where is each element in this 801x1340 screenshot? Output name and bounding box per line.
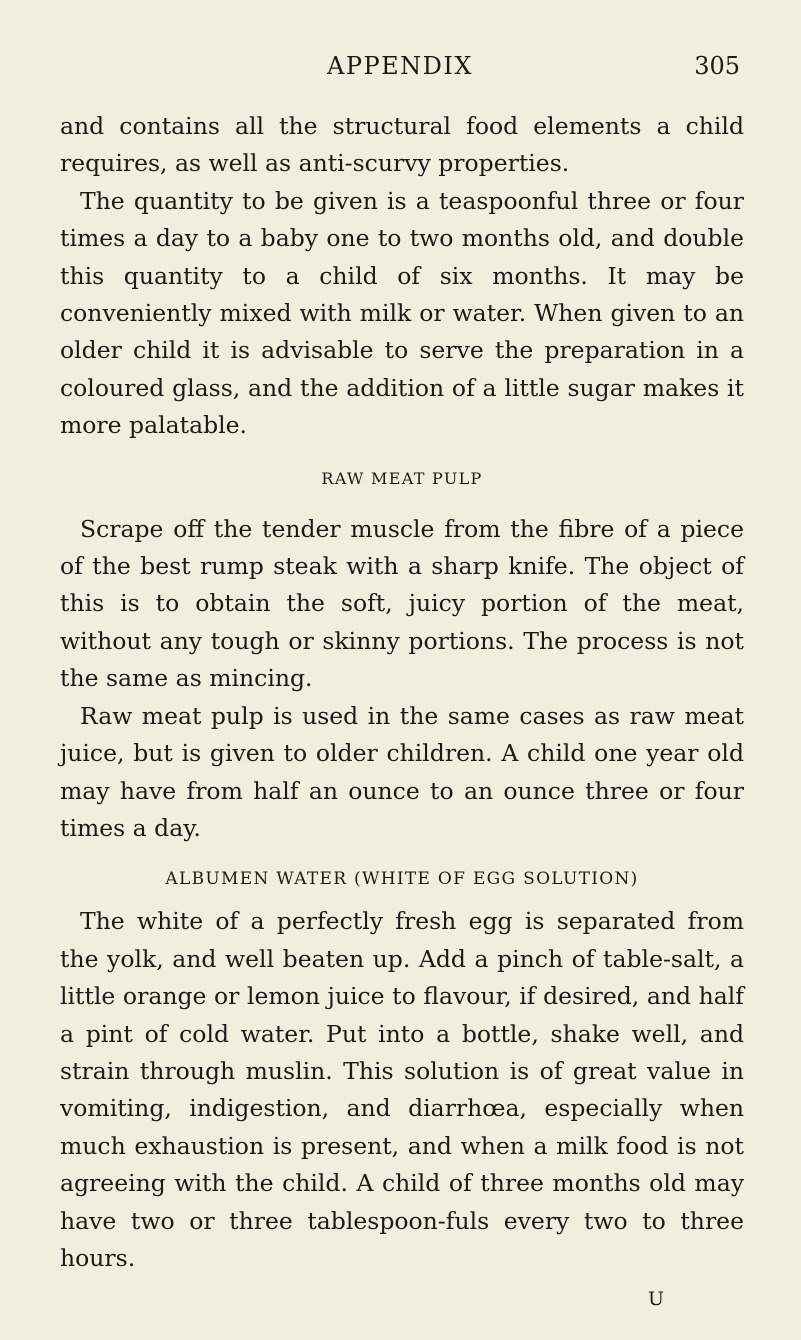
section-heading-raw-meat-pulp: RAW MEAT PULP [321, 468, 483, 488]
paragraph-raw-meat-pulp-use: Raw meat pulp is used in the same cases as raw meat juice, but is given to older children. A child one year old may have from half an ounce to an ounce three or four times a day. [60, 701, 744, 842]
paragraph-continuation: and contains all the structural food elements a child requires, as well as anti-scurvy properties. [60, 112, 744, 178]
paragraph-quantity: The quantity to be given is a teaspoonful three or four times a day to a baby one to two months old, and double this quantity to a child of six months. It may be conveniently mixed with milk or water. When given to an older child it is advisable to serve the preparation in a coloured glass, and the addition of a little sugar makes it more palatable. [60, 186, 744, 440]
running-head: APPENDIX [327, 52, 473, 80]
paragraph-scrape: Scrape off the tender muscle from the fibre of a piece of the best rump steak with a sharp knife. The object of this is to obtain the soft, juicy portion of the meat, without any tough or skinny portions. The process is not the same as mincing. [60, 514, 744, 693]
section-heading-albumen-water: ALBUMEN WATER (WHITE OF EGG SOLUTION) [165, 869, 639, 890]
paragraph-albumen-water: The white of a perfectly fresh egg is separated from the yolk, and well beaten up. Add a pinch of table-salt, a little orange or lemon juice to flavour, if desired, and half a pint of cold water. Put into a bottle, shake well, and strain through muslin. This solution is of great value in vomiting, indigestion, and diarrhœa, especially when much exhaustion is present, and when a milk food is not agreeing with the child. A child of three months old may have two or three tablespoon-fuls every two to three hours. [60, 907, 744, 1272]
page-number: 305 [694, 52, 740, 80]
page-header [60, 52, 740, 88]
signature-mark: U [648, 1288, 665, 1310]
body-text [60, 108, 744, 1277]
